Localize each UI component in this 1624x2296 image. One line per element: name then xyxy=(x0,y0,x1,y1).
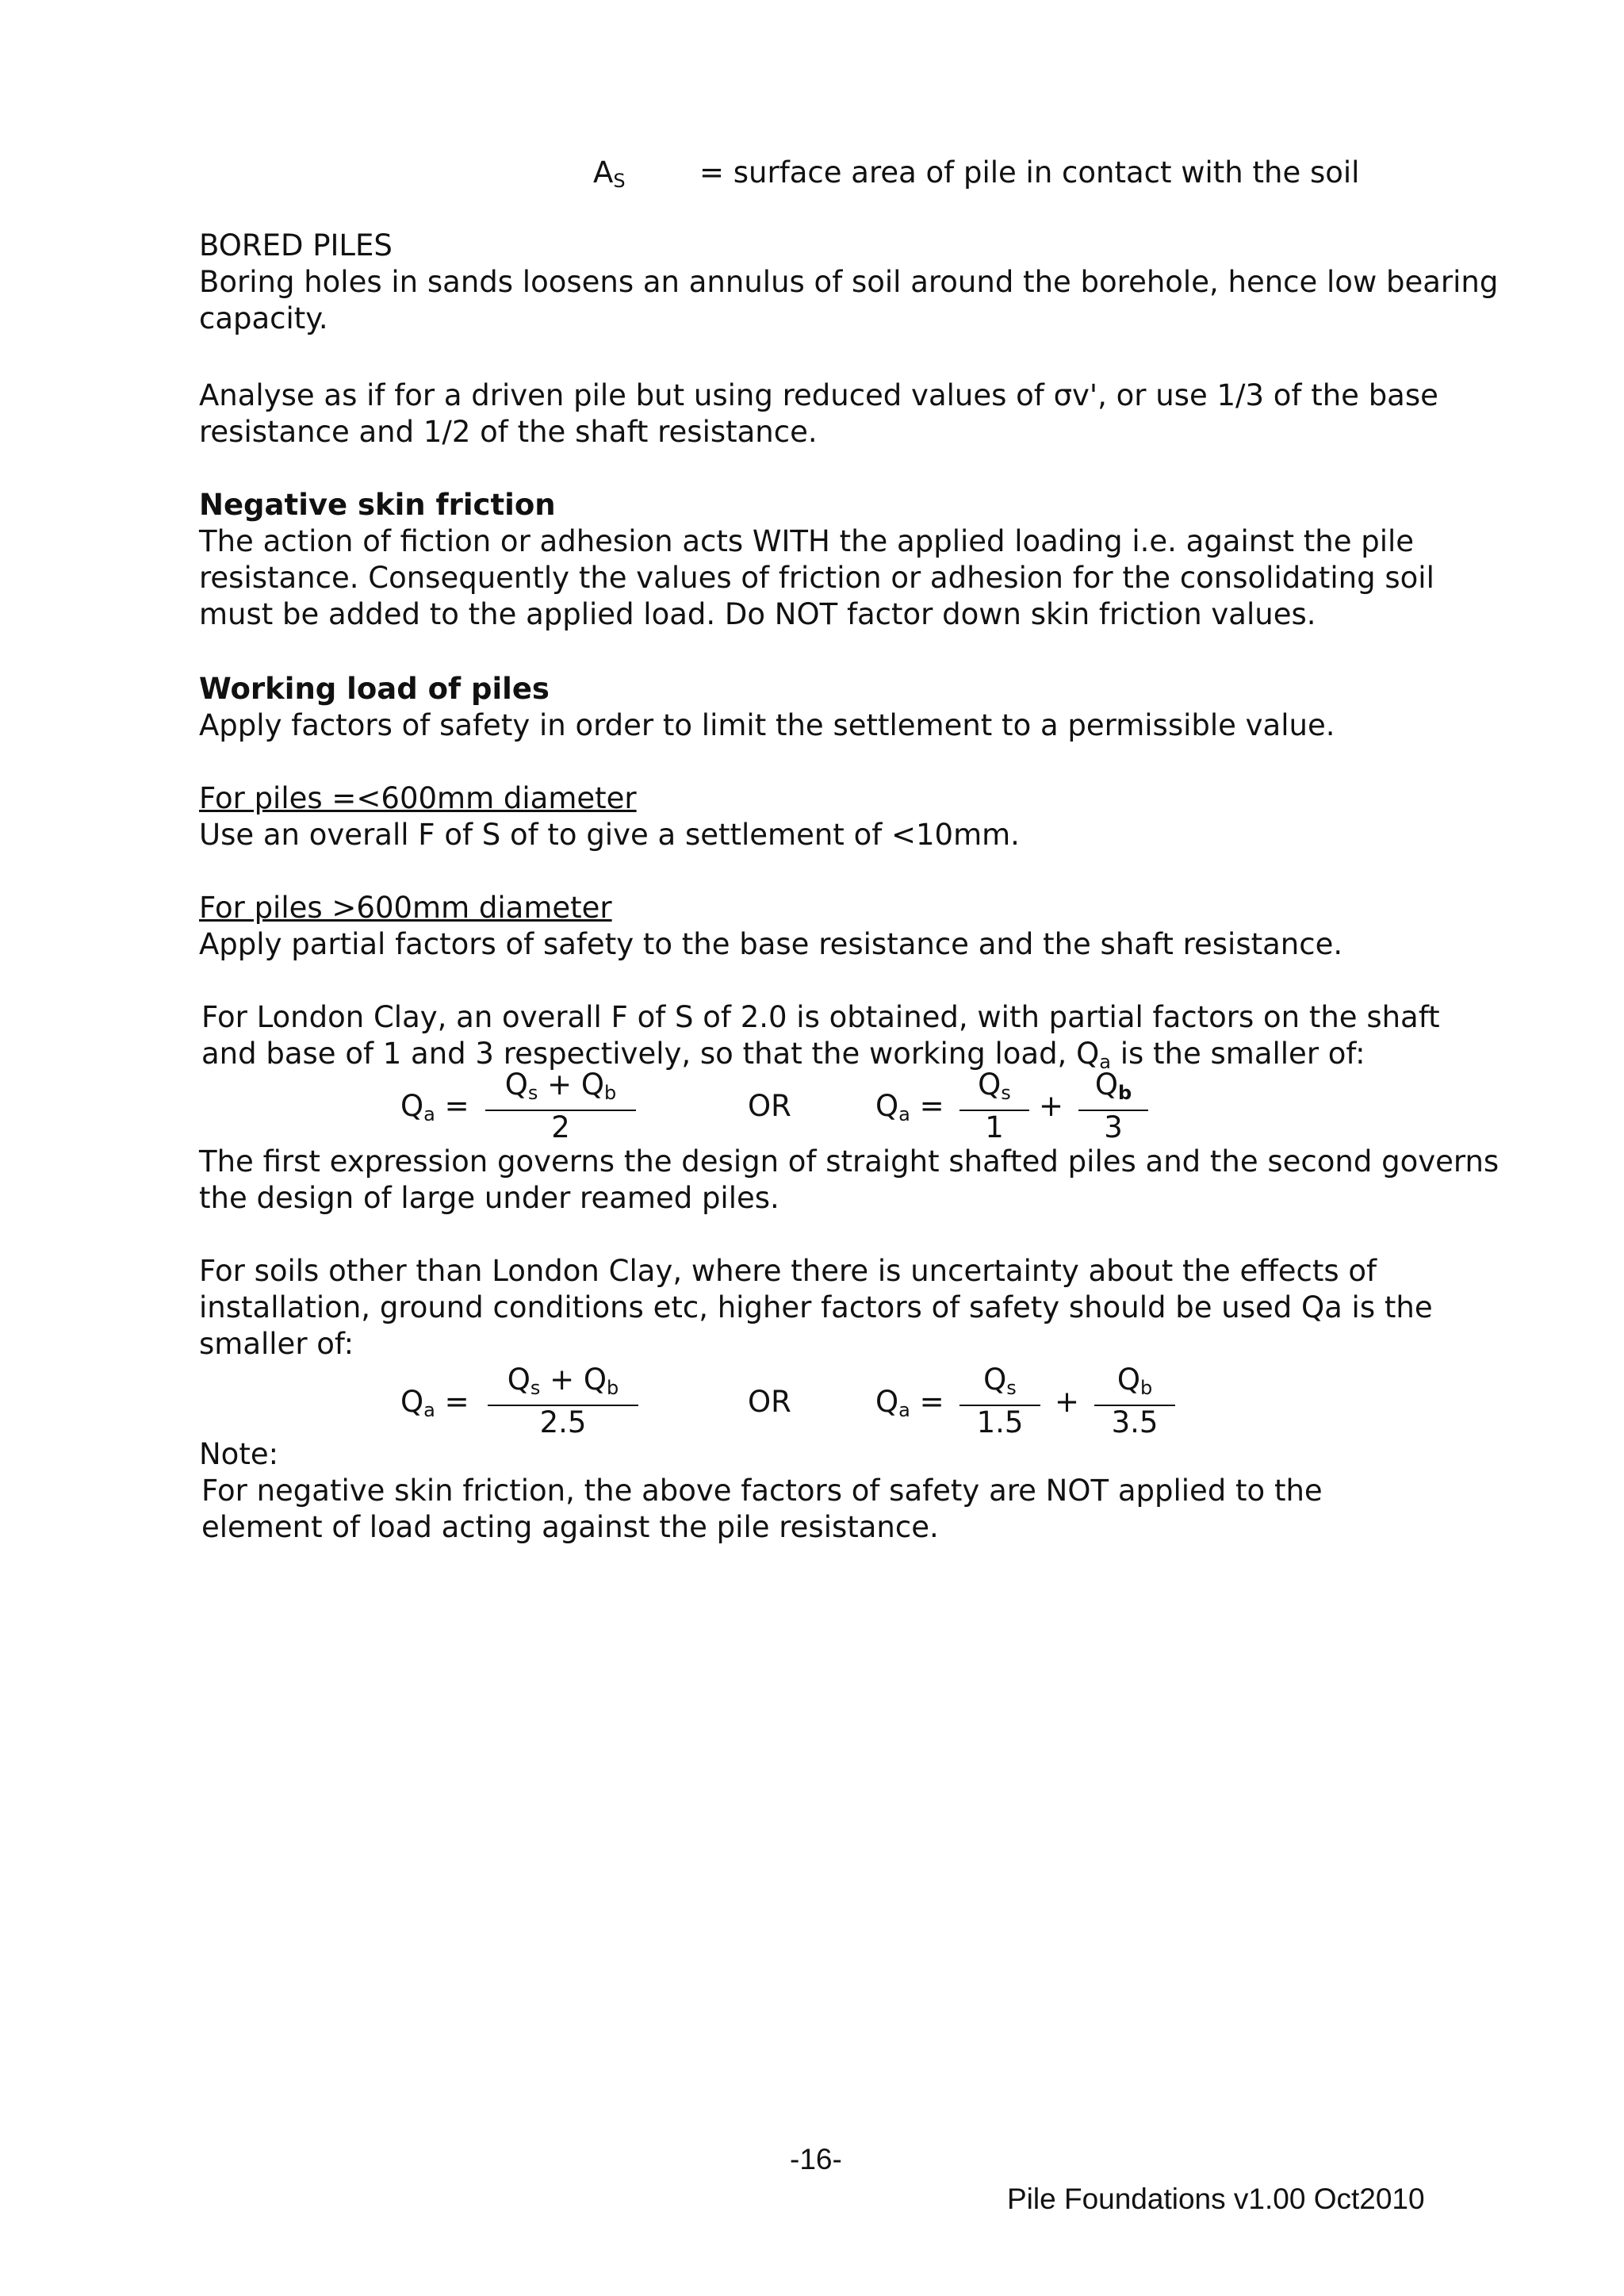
nsf-line2: resistance. Consequently the values of friction or adhesion for the consolidating soil xyxy=(199,561,1434,595)
formula1-fraction: $\frac{Q_s + Q_b}{2}$ xyxy=(485,1068,636,1144)
london-clay-line1: For London Clay, an overall F of S of 2.0 is obtained, with partial factors on the shaft xyxy=(201,1000,1440,1034)
formula2-plus: + xyxy=(1055,1385,1080,1419)
working-load-line: Apply factors of safety in order to limit the settlement to a permissible value. xyxy=(199,708,1335,742)
document-footer: Pile Foundations v1.00 Oct2010 xyxy=(1007,2183,1425,2215)
formula1-shaft-fraction: $\frac{Q_s}{1}$ xyxy=(959,1068,1029,1144)
bored-piles-p2-line1: Analyse as if for a driven pile but using reduced values of σv', or use 1/3 of the base xyxy=(199,378,1438,412)
bored-piles-p2-line2: resistance and 1/2 of the shaft resistance. xyxy=(199,415,818,449)
small-piles-heading: For piles =<600mm diameter xyxy=(199,781,637,815)
other-soils-line3: smaller of: xyxy=(199,1327,354,1361)
formula1-lhs: $Q_a$ = xyxy=(400,1089,469,1125)
formula2-rhs-lhs: $Q_a$ = xyxy=(875,1385,944,1421)
page-number: -16- xyxy=(790,2143,842,2175)
bored-piles-heading: BORED PILES xyxy=(199,228,393,263)
formula1-rhs-lhs: $Q_a$ = xyxy=(875,1089,944,1125)
formula1-plus: + xyxy=(1039,1089,1064,1123)
formula2-shaft-fraction: $\frac{Q_s}{1.5}$ xyxy=(959,1363,1040,1439)
formula2-base-fraction: $\frac{Q_b}{3.5}$ xyxy=(1094,1363,1175,1439)
london-clay-after-line2: the design of large under reamed piles. xyxy=(199,1181,779,1215)
note-line1: For negative skin friction, the above factors of safety are NOT applied to the xyxy=(201,1474,1323,1508)
bored-piles-p1-line1: Boring holes in sands loosens an annulus of soil around the borehole, hence low bearing xyxy=(199,265,1499,299)
definition-symbol: $A_S$ xyxy=(593,155,626,192)
large-piles-heading: For piles >600mm diameter xyxy=(199,891,612,925)
nsf-line1: The action of fiction or adhesion acts WITH the applied loading i.e. against the pile xyxy=(199,524,1415,558)
bored-piles-p1-line2: capacity. xyxy=(199,301,328,335)
formula1-base-fraction: $\frac{Q_b}{3}$ xyxy=(1078,1068,1148,1144)
note-line2: element of load acting against the pile resistance. xyxy=(201,1510,939,1544)
small-piles-line: Use an overall F of S of to give a settlement of <10mm. xyxy=(199,818,1020,852)
formula2-lhs: $Q_a$ = xyxy=(400,1385,469,1421)
formula1-or: OR xyxy=(748,1089,791,1123)
large-piles-line: Apply partial factors of safety to the base resistance and the shaft resistance. xyxy=(199,927,1343,961)
definition-text: = surface area of pile in contact with the soil xyxy=(699,155,1360,190)
london-clay-after-line1: The first expression governs the design of straight shafted piles and the second governs xyxy=(199,1144,1500,1179)
negative-skin-friction-heading: Negative skin friction xyxy=(199,488,556,522)
other-soils-line2: installation, ground conditions etc, higher factors of safety should be used Qa is the xyxy=(199,1290,1433,1324)
note-label: Note: xyxy=(199,1437,279,1471)
other-soils-line1: For soils other than London Clay, where there is uncertainty about the effects of xyxy=(199,1254,1377,1288)
formula2-fraction: $\frac{Q_s + Q_b}{2.5}$ xyxy=(488,1363,638,1439)
formula2-or: OR xyxy=(748,1385,791,1419)
nsf-line3: must be added to the applied load. Do NOT factor down skin friction values. xyxy=(199,597,1316,631)
london-clay-line2: and base of 1 and 3 respectively, so that the working load, $Q_a$ is the smaller of: xyxy=(201,1037,1365,1073)
working-load-heading: Working load of piles xyxy=(199,672,550,706)
